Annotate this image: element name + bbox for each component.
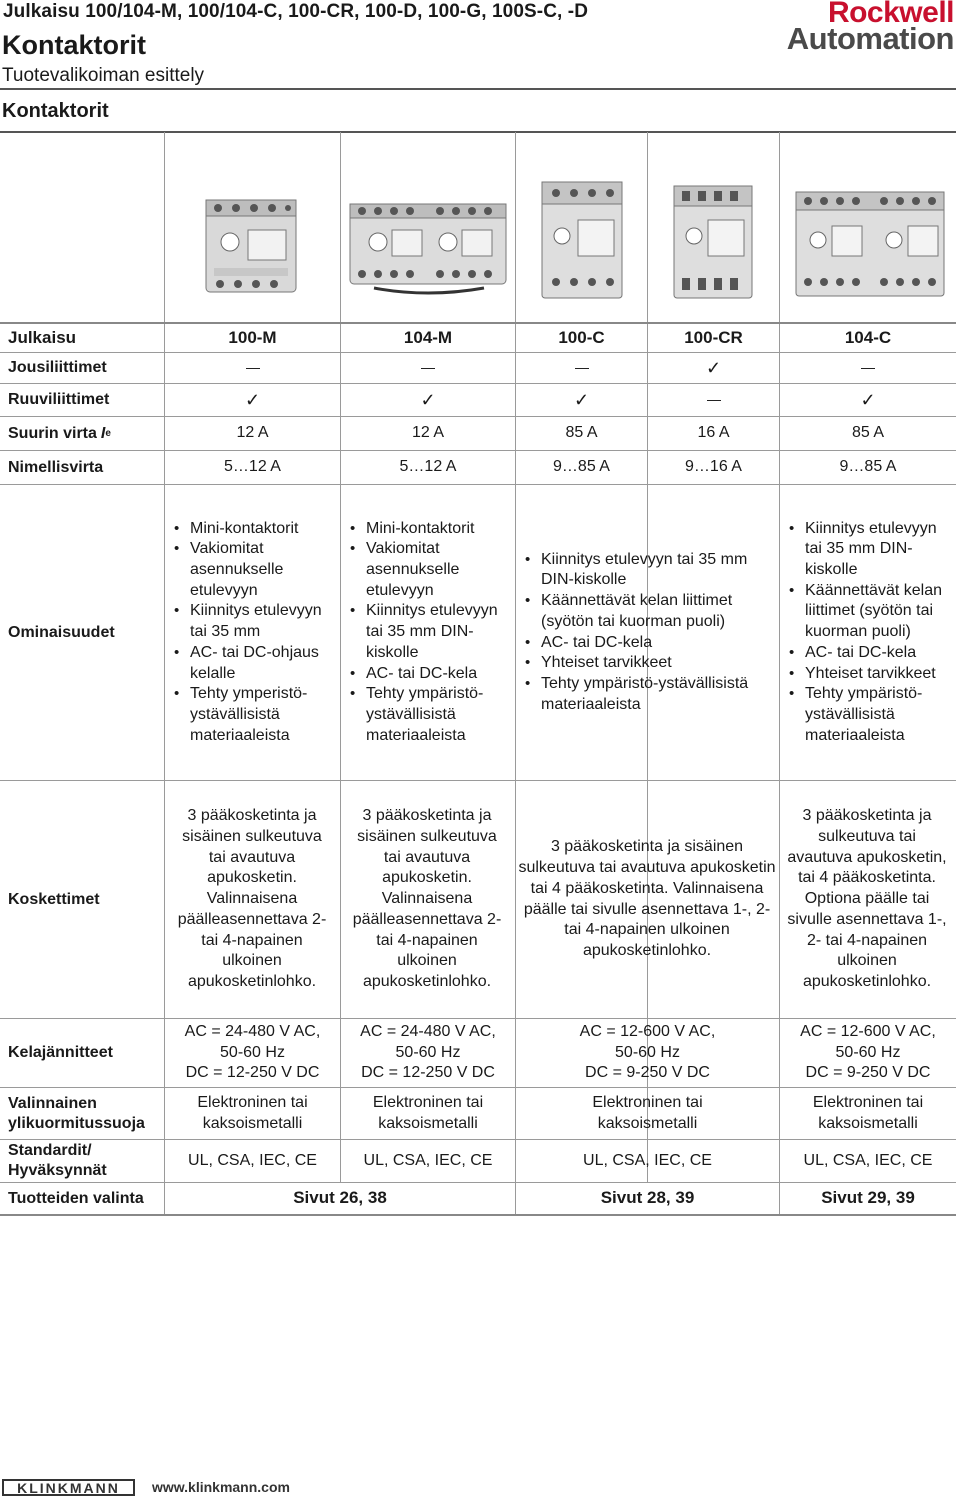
- current-subscript: e: [105, 427, 111, 439]
- suurin-virta-cell: 85 A: [565, 424, 598, 442]
- standardit-104m: UL, CSA, IEC, CE: [363, 1151, 493, 1169]
- brand-line1: Rockwell: [827, 0, 954, 29]
- kela-line: DC = 12-250 V DC: [361, 1064, 495, 1082]
- ominaisuudet-100m: [170, 485, 340, 780]
- list-item: • AC- tai DC-kela: [346, 664, 514, 685]
- current-symbol: I: [100, 424, 106, 442]
- ylikuorma-line: Elektroninen tai: [592, 1093, 703, 1111]
- dash-icon: [165, 353, 340, 383]
- list-item: • Mini-kontaktorit: [170, 519, 340, 540]
- klinkmann-logo: KLINKMANN: [2, 1479, 135, 1496]
- kela-line: 50-60 Hz: [220, 1043, 285, 1061]
- suurin-virta-cell: 12 A: [236, 424, 269, 442]
- kela-line: DC = 9-250 V DC: [585, 1064, 710, 1082]
- check-icon: ✓: [420, 389, 436, 410]
- kela-line: AC = 12-600 V AC,: [800, 1022, 936, 1040]
- list-item: • Vakiomitat asennukselle etulevyyn: [346, 539, 514, 601]
- kela-104c: [780, 1019, 956, 1087]
- list-item: • Yhteiset tarvikkeet: [521, 653, 777, 674]
- list-item: • Mini-kontaktorit: [346, 519, 514, 540]
- kela-line: 50-60 Hz: [835, 1043, 901, 1061]
- page-title: Kontaktorit: [2, 30, 146, 60]
- ominaisuudet-104c: [785, 485, 955, 780]
- list-item: • Kiinnitys etulevyyn tai 35 mm DIN-kiskolle: [521, 550, 777, 591]
- col-header-100cr: 100-CR: [684, 327, 743, 347]
- feature-list: [785, 519, 955, 747]
- label-jousiliittimet: Jousiliittimet: [8, 359, 107, 376]
- header-rule: [0, 88, 956, 90]
- ylikuorma-line: kaksoismetalli: [202, 1114, 303, 1132]
- ylikuorma-104c: [780, 1088, 956, 1139]
- suurin-virta-cell: 85 A: [851, 424, 885, 442]
- koskettimet-104c: 3 pääkosketinta ja sulkeutuva tai avautuva apukosketin, tai 4 pääkosketinta. Optiona päälle tai sivulle asennettava 1-, 2- tai 4-napainen ulkoinen apukosketinlohko.: [787, 807, 947, 990]
- valinta-104c: Sivut 29, 39: [821, 1188, 915, 1208]
- label-standardit-2: Hyväksynnät: [8, 1162, 107, 1179]
- section-title: Kontaktorit: [2, 100, 109, 122]
- contactor-100c-image: [536, 178, 628, 302]
- page-subtitle: Tuotevalikoiman esittely: [2, 65, 205, 86]
- kela-line: AC = 12-600 V AC,: [579, 1022, 716, 1040]
- brand-line2: Automation: [786, 21, 954, 56]
- suurin-virta-cell: 16 A: [697, 424, 730, 442]
- col-header-100c: 100-C: [558, 327, 605, 347]
- koskettimet-104m: 3 pääkosketinta ja sisäinen sulkeutuva tai avautuva apukosketin. Valinnaisena päälleasennettava 2- tai 4-napainen ulkoinen apukosketinlohko.: [352, 807, 502, 990]
- list-item: • Tehty ympäristö-ystävällisistä materiaaleista: [521, 674, 777, 715]
- col-header-104m: 104-M: [403, 327, 453, 347]
- list-item: • Tehty ympäristö-ystävällisistä materiaaleista: [785, 684, 955, 746]
- check-icon: ✓: [573, 389, 590, 410]
- standardit-104c: UL, CSA, IEC, CE: [803, 1151, 933, 1169]
- list-item: • AC- tai DC-ohjaus kelalle: [170, 643, 340, 684]
- list-item: • Vakiomitat asennukselle etulevyyn: [170, 539, 340, 601]
- kela-line: AC = 24-480 V AC,: [360, 1022, 496, 1040]
- ylikuorma-line: kaksoismetalli: [818, 1114, 918, 1132]
- ylikuorma-104m: [341, 1088, 515, 1139]
- list-item: • AC- tai DC-kela: [521, 633, 777, 654]
- list-item: • AC- tai DC-kela: [785, 643, 955, 664]
- list-item: • Käännettävät kelan liittimet (syötön tai kuorman puoli): [785, 581, 955, 643]
- kela-line: 50-60 Hz: [395, 1043, 461, 1061]
- label-nimellisvirta: Nimellisvirta: [8, 458, 104, 476]
- col-header-104c: 104-C: [844, 327, 892, 347]
- feature-list: [521, 550, 777, 716]
- koskettimet-100c: 3 pääkosketinta ja sisäinen sulkeutuva tai avautuva apukosketin tai 4 pääkosketinta. Valinnaisena päälle tai sivulle asennettava 1-, 2- tai 4-napainen ulkoinen apukosketinlohko.: [518, 838, 776, 959]
- check-icon: ✓: [244, 389, 261, 410]
- ylikuorma-line: Elektroninen tai: [372, 1093, 484, 1111]
- dash-icon: [648, 384, 779, 416]
- contactor-100m-image: [196, 190, 306, 300]
- ylikuorma-line: Elektroninen tai: [197, 1093, 308, 1111]
- ylikuorma-line: kaksoismetalli: [597, 1114, 698, 1132]
- label-valinnainen-1: Valinnainen: [8, 1094, 97, 1112]
- check-icon: ✓: [860, 389, 876, 410]
- kela-line: DC = 9-250 V DC: [805, 1064, 931, 1082]
- ominaisuudet-100c: [521, 485, 777, 780]
- dash-icon: [341, 353, 515, 383]
- label-koskettimet: Koskettimet: [8, 890, 100, 908]
- kela-100m: [165, 1019, 340, 1087]
- label-standardit: [8, 1140, 107, 1182]
- dash-icon: [516, 353, 647, 383]
- nimellisvirta-cell: 9…16 A: [685, 458, 742, 476]
- label-ominaisuudet: Ominaisuudet: [8, 623, 115, 641]
- label-suurin-virta: [8, 417, 111, 450]
- label-suurin-text: Suurin virta: [8, 424, 97, 442]
- rockwell-automation-logo: [786, 0, 954, 56]
- list-item: • Kiinnitys etulevyyn tai 35 mm DIN-kiskolle: [785, 519, 955, 581]
- koskettimet-100m: 3 pääkosketinta ja sisäinen sulkeutuva tai avautuva apukosketin. Valinnaisena päälleasennettava 2- tai 4-napainen ulkoinen apukosketinlohko.: [177, 807, 327, 990]
- nimellisvirta-cell: 9…85 A: [553, 458, 610, 476]
- kela-line: DC = 12-250 V DC: [185, 1064, 320, 1082]
- label-standardit-1: Standardit/: [8, 1142, 92, 1159]
- label-julkaisu: Julkaisu: [8, 328, 77, 347]
- ylikuorma-line: kaksoismetalli: [378, 1114, 478, 1132]
- feature-list: [170, 519, 340, 747]
- label-tuotteiden-valinta: Tuotteiden valinta: [8, 1189, 144, 1207]
- list-item: • Yhteiset tarvikkeet: [785, 664, 955, 685]
- kela-100c: [516, 1019, 779, 1087]
- contactor-100cr-image: [668, 180, 758, 302]
- ylikuorma-100c: [516, 1088, 779, 1139]
- list-item: • Kiinnitys etulevyyn tai 35 mm: [170, 601, 340, 642]
- kela-line: AC = 24-480 V AC,: [184, 1022, 321, 1040]
- series-title: Julkaisu 100/104-M, 100/104-C, 100-CR, 100-D, 100-G, 100S-C, -D: [3, 1, 589, 22]
- list-item: • Kiinnitys etulevyyn tai 35 mm DIN-kiskolle: [346, 601, 514, 663]
- grid-hline: [0, 1214, 956, 1216]
- contactor-104m-image: [344, 180, 512, 300]
- nimellisvirta-cell: 5…12 A: [224, 458, 281, 476]
- ylikuorma-line: Elektroninen tai: [812, 1093, 924, 1111]
- col-header-100m: 100-M: [228, 327, 277, 347]
- label-valinnainen: [8, 1088, 145, 1139]
- label-ruuviliittimet: Ruuviliittimet: [8, 391, 110, 408]
- kela-line: 50-60 Hz: [615, 1043, 680, 1061]
- valinta-c: Sivut 28, 39: [600, 1188, 695, 1208]
- nimellisvirta-cell: 9…85 A: [839, 458, 897, 476]
- contactor-104c-image: [790, 182, 950, 302]
- ominaisuudet-104m: [346, 485, 514, 780]
- ylikuorma-100m: [165, 1088, 340, 1139]
- list-item: • Käännettävät kelan liittimet (syötön tai kuorman puoli): [521, 591, 777, 632]
- check-icon: ✓: [705, 357, 722, 378]
- standardit-100m: UL, CSA, IEC, CE: [188, 1151, 317, 1169]
- nimellisvirta-cell: 5…12 A: [399, 458, 457, 476]
- suurin-virta-cell: 12 A: [411, 424, 445, 442]
- list-item: • Tehty ympäristö-ystävällisistä materiaaleista: [346, 684, 514, 746]
- standardit-100c: UL, CSA, IEC, CE: [583, 1151, 712, 1169]
- footer-url[interactable]: www.klinkmann.com: [152, 1479, 290, 1495]
- dash-icon: [780, 353, 956, 383]
- label-valinnainen-2: ylikuormitussuoja: [8, 1114, 145, 1132]
- feature-list: [346, 519, 514, 747]
- list-item: • Tehty ymperistö-ystävällisistä materiaaleista: [170, 684, 340, 746]
- section-rule: [0, 131, 956, 133]
- valinta-m: Sivut 26, 38: [293, 1188, 387, 1208]
- kela-104m: [341, 1019, 515, 1087]
- label-kelajannitteet: Kelajännitteet: [8, 1044, 113, 1061]
